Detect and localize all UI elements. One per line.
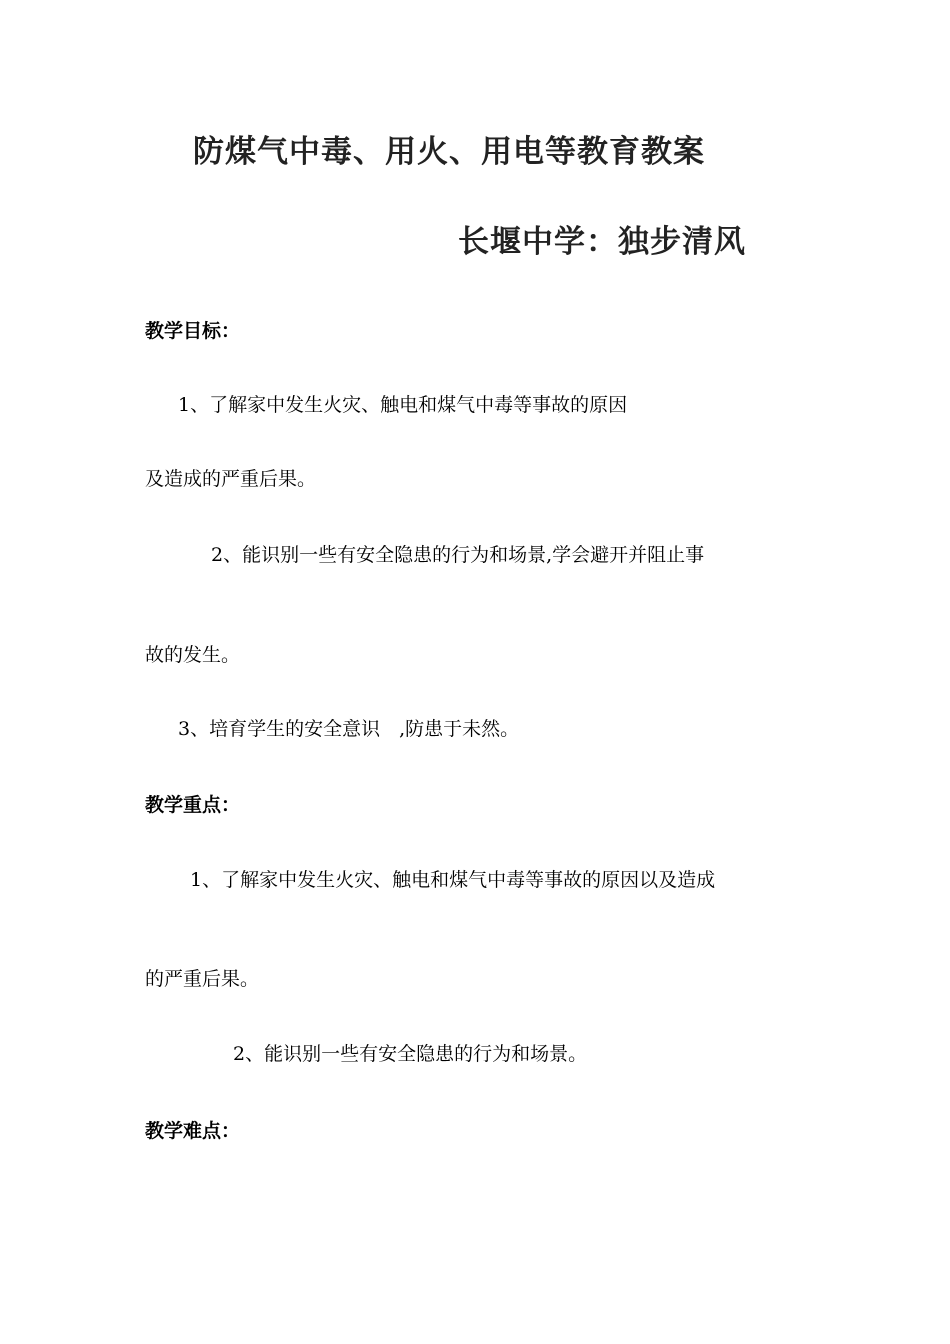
document-author: 长堰中学：独步清风 — [458, 224, 746, 260]
objective-2-line-2: 故的发生。 — [145, 644, 241, 666]
objectives-heading: 教学目标： — [145, 320, 241, 342]
document-title: 防煤气中毒、用火、用电等教育教案 — [193, 134, 705, 170]
key-points-heading: 教学重点： — [145, 794, 241, 816]
key-point-1-line-1: 1、了解家中发生火灾、触电和煤气中毒等事故的原因以及造成 — [190, 869, 716, 891]
key-point-2: 2、能识别一些有安全隐患的行为和场景。 — [233, 1043, 588, 1065]
key-point-1-line-2: 的严重后果。 — [145, 968, 260, 990]
objective-1-line-1: 1、了解家中发生火灾、触电和煤气中毒等事故的原因 — [178, 394, 628, 416]
objective-1-line-2: 及造成的严重后果。 — [145, 468, 317, 490]
objective-3: 3、培育学生的安全意识 ,防患于未然。 — [178, 718, 520, 740]
difficulties-heading: 教学难点： — [145, 1120, 241, 1142]
objective-2-line-1: 2、能识别一些有安全隐患的行为和场景,学会避开并阻止事 — [211, 544, 705, 566]
